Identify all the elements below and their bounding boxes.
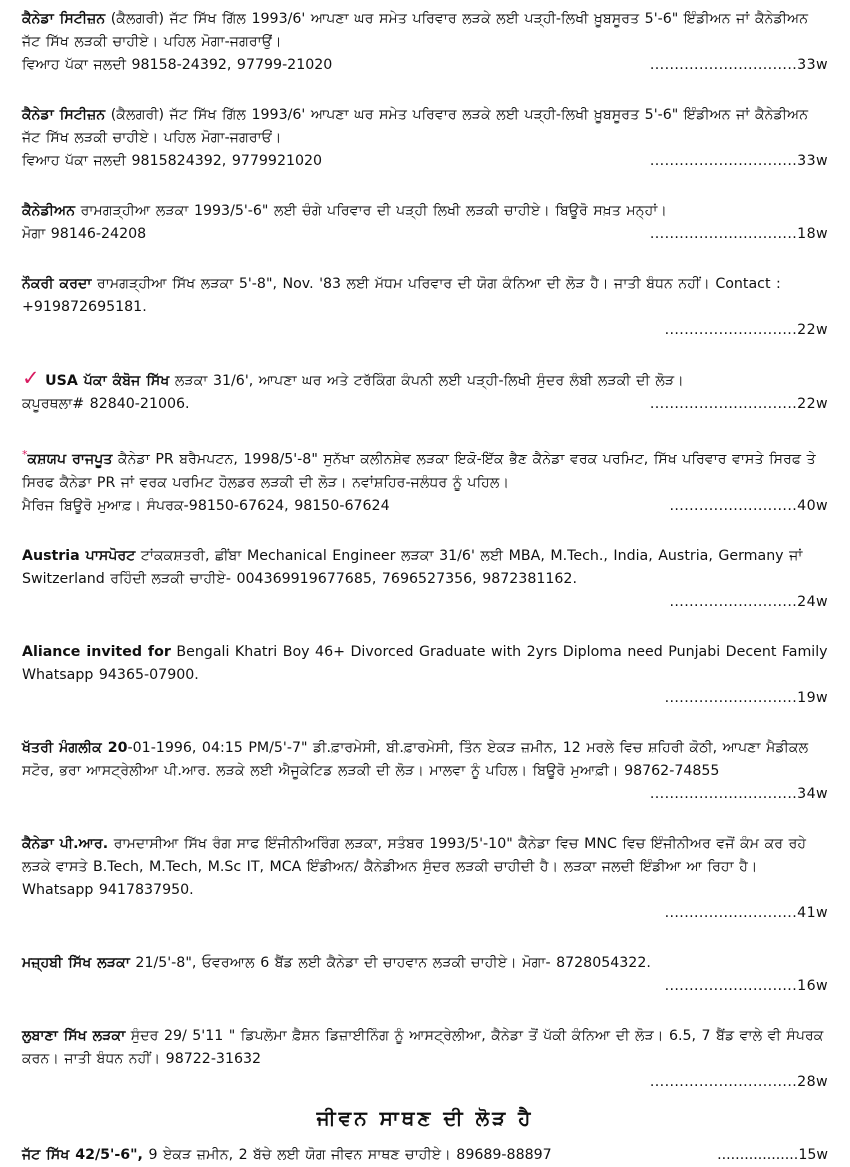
ad-code: 16w: [797, 977, 828, 994]
ad-lead: ਮਜ਼੍ਹਬੀ ਸਿੱਖ ਲੜਕਾ: [22, 954, 130, 971]
ad-rate: [669, 495, 828, 518]
ad-code: 22w: [797, 322, 828, 338]
ad-text: [22, 200, 828, 223]
ad-item: [22, 273, 828, 342]
ad-dots: ..........................: [669, 593, 798, 610]
ad-lead: ਖੱਤਰੀ ਮੰਗਲੀਕ 20: [22, 739, 128, 756]
ad-lead: USA ਪੱਕਾ ਕੰਬੋਜ ਸਿੱਖ: [45, 373, 170, 389]
ad-dots: ..............................: [649, 226, 798, 242]
ad-body: ਟਾਂਕਕਸ਼ਤਰੀ, ਛੀਂਬਾ Mechanical Engineer ਲੜਕਾ 31/6' ਲਈ MBA, M.Tech., India, Austria, Germany ਜਾਂ Switzerland ਰਹਿੰਦੀ ਲੜਕੀ ਚਾਹੀਏ- 004369919677685, 7696527356, 9872381162.: [22, 547, 803, 587]
ad-body: Bengali Khatri Boy 46+ Divorced Graduate with 2yrs Diploma need Punjabi Decent Family Whatsapp 94365-07900.: [22, 643, 828, 683]
ad-item: [22, 1025, 828, 1094]
ad-lead: Austria ਪਾਸਪੋਰਟ: [22, 547, 136, 564]
ad-code: 22w: [797, 396, 828, 412]
ad-spacer: [22, 518, 828, 545]
ad-footer: [22, 393, 828, 416]
ad-item: [22, 833, 828, 925]
ad-spacer: [22, 710, 828, 737]
ad-item: [22, 200, 828, 246]
ad-footer: [22, 591, 828, 614]
ad-item: [22, 366, 828, 416]
ad-footer: [22, 319, 828, 342]
ad-body: (ਕੈਲਗਰੀ) ਜੱਟ ਸਿੱਖ ਗਿੱਲ 1993/6' ਆਪਣਾ ਘਰ ਸਮੇਤ ਪਰਿਵਾਰ ਲੜਕੇ ਲਈ ਪੜ੍ਹੀ-ਲਿਖੀ ਖ਼ੂਬਸੂਰਤ 5'-6" ਇੰਡੀਅਨ ਜਾਂ ਕੈਨੇਡੀਅਨ ਜੱਟ ਸਿੱਖ ਲੜਕੀ ਚਾਹੀਏ। ਪਹਿਲ ਮੋਗਾ-ਜਗਰਾਓਂ।: [22, 107, 809, 146]
ad-code: 24w: [797, 593, 828, 610]
ad-lead: ਕੈਨੇਡਾ ਸਿਟੀਜ਼ਨ: [22, 11, 106, 27]
ad-footer: [22, 54, 828, 77]
ad-body: ਸੁੰਦਰ 29/ 5'11 " ਡਿਪਲੋਮਾ ਫ਼ੈਸ਼ਨ ਡਿਜ਼ਾਈਨਿੰਗ ਨੂੰ ਆਸਟ੍ਰੇਲੀਆ, ਕੈਨੇਡਾ ਤੋਂ ਪੱਕੀ ਕੰਨਿਆ ਦੀ ਲੋੜ। 6.5, 7 ਬੈਂਡ ਵਾਲੇ ਵੀ ਸੰਪਰਕ ਕਰਨ। ਜਾਤੀ ਬੰਧਨ ਨਹੀਂ। 98722-31632: [22, 1027, 824, 1067]
ad-item: [22, 737, 828, 806]
ad-rate: [665, 975, 828, 998]
ad-body: ਰਾਮਗੜ੍ਹੀਆ ਸਿੱਖ ਲੜਕਾ 5'-8", Nov. '83 ਲਈ ਮੱਧਮ ਪਰਿਵਾਰ ਦੀ ਯੋਗ ਕੰਨਿਆ ਦੀ ਲੋੜ ਹੈ। ਜਾਤੀ ਬੰਧਨ ਨਹੀਂ। Contact : +919872695181.: [22, 276, 781, 315]
ad-text: [22, 641, 828, 687]
ad-rate: [650, 54, 828, 77]
ad-lead: ਜੱਟ ਸਿੱਖ 42/5'-6",: [22, 1146, 143, 1163]
ad-lead: ਕੈਨੇਡੀਅਨ: [22, 203, 76, 219]
ad-code: 33w: [797, 57, 828, 73]
ad-dots: ..............................: [649, 57, 798, 73]
ad-footer: [22, 495, 828, 518]
ad-rate: [650, 393, 828, 416]
ad-body: -01-1996, 04:15 PM/5'-7" ਡੀ.ਫ਼ਾਰਮੇਸੀ, ਬੀ.ਫ਼ਾਰਮੇਸੀ, ਤਿੰਨ ਏਕੜ ਜ਼ਮੀਨ, 12 ਮਰਲੇ ਵਿਚ ਸ਼ਹਿਰੀ ਕੋਠੀ, ਆਪਣਾ ਮੈਡੀਕਲ ਸਟੋਰ, ਭਰਾ ਆਸਟ੍ਰੇਲੀਆ ਪੀ.ਆਰ. ਲੜਕੇ ਲਈ ਐਜੂਕੇਟਿਡ ਲੜਕੀ ਦੀ ਲੋੜ। ਮਾਲਵਾ ਨੂੰ ਪਹਿਲ। ਬਿਊਰੋ ਮੁਆਫ਼ੀ। 98762-74855: [22, 739, 809, 779]
ad-code: 34w: [797, 785, 828, 802]
ad-footer: [22, 1071, 828, 1094]
ad-code: 33w: [797, 153, 828, 169]
checkmark-icon: ✓: [22, 366, 40, 390]
ad-dots: ...........................: [664, 977, 798, 994]
ad-body: ਲੜਕਾ 31/6', ਆਪਣਾ ਘਰ ਅਤੇ ਟਰੱਕਿੰਗ ਕੰਪਨੀ ਲਈ ਪੜ੍ਹੀ-ਲਿਖੀ ਸੁੰਦਰ ਲੰਬੀ ਲੜਕੀ ਦੀ ਲੋੜ।: [169, 373, 684, 389]
ad-spacer: [22, 342, 828, 369]
ad-dots: ...........................: [664, 689, 798, 706]
ad-contact: ਮੈਰਿਜ ਬਿਊਰੋ ਮੁਆਫ਼। ਸੰਪਰਕ-98150-67624, 98150-67624: [22, 497, 390, 514]
ad-spacer: [22, 998, 828, 1025]
ad-text: [22, 833, 828, 902]
ad-lead: ਲੁਬਾਣਾ ਸਿੱਖ ਲੜਕਾ: [22, 1027, 126, 1044]
ad-item: [22, 104, 828, 173]
ad-contact: ਵਿਆਹ ਪੱਕਾ ਜਲਦੀ 9815824392, 9779921020: [22, 153, 323, 169]
ad-item: [22, 952, 828, 998]
ad-dots: ...........................: [664, 904, 798, 921]
ad-text: [22, 443, 828, 495]
section-title: ਜੀਵਨ ਸਾਥਣ ਦੀ ਲੋੜ ਹੈ: [316, 1105, 534, 1130]
ad-footer: [22, 902, 828, 925]
ad-code: 28w: [797, 1073, 828, 1090]
ad-item: [22, 8, 828, 77]
ad-spacer: [22, 614, 828, 641]
ad-code: 41w: [797, 904, 828, 921]
ad-lead: ਨੌਕਰੀ ਕਰਦਾ: [22, 276, 92, 292]
star-icon: *: [22, 448, 28, 461]
ad-text: [22, 1144, 828, 1167]
ad-body: (ਕੈਲਗਰੀ) ਜੱਟ ਸਿੱਖ ਗਿੱਲ 1993/6' ਆਪਣਾ ਘਰ ਸਮੇਤ ਪਰਿਵਾਰ ਲੜਕੇ ਲਈ ਪੜ੍ਹੀ-ਲਿਖੀ ਖ਼ੂਬਸੂਰਤ 5'-6" ਇੰਡੀਅਨ ਜਾਂ ਕੈਨੇਡੀਅਨ ਜੱਟ ਸਿੱਖ ਲੜਕੀ ਚਾਹੀਏ। ਪਹਿਲ ਮੋਗਾ-ਜਗਰਾਉਂ।: [22, 11, 809, 50]
ad-code: 19w: [797, 689, 828, 706]
ad-footer: [22, 223, 828, 246]
ad-text: [22, 952, 828, 975]
ad-rate: [650, 223, 828, 246]
ad-rate: [665, 902, 828, 925]
ad-dots: ..............................: [649, 153, 798, 169]
ad-text: [22, 8, 828, 54]
ad-lead: ਕਸ਼ਯਪ ਰਾਜਪੂਤ: [27, 451, 113, 468]
ad-body: 21/5'-8", ਓਵਰਆਲ 6 ਬੈਂਡ ਲਈ ਕੈਨੇਡਾ ਦੀ ਚਾਹਵਾਨ ਲੜਕੀ ਚਾਹੀਏ। ਮੋਗਾ- 8728054322.: [129, 954, 651, 971]
ad-text: [22, 104, 828, 150]
ad-code: 40w: [797, 497, 828, 514]
ad-lead: ਕੈਨੇਡਾ ਸਿਟੀਜ਼ਨ: [22, 107, 106, 123]
ad-text: [22, 366, 828, 393]
ad-item: [22, 545, 828, 614]
ad-spacer: [22, 806, 828, 833]
ad-dots: ..................: [717, 1146, 799, 1163]
ad-spacer: [22, 925, 828, 952]
ad-item: [22, 641, 828, 710]
ad-dots: ..............................: [649, 396, 798, 412]
ad-code: 18w: [797, 226, 828, 242]
ad-rate: [650, 150, 828, 173]
ad-lead: Aliance invited for: [22, 643, 171, 660]
ad-body: ਰਾਮਗੜ੍ਹੀਆ ਲੜਕਾ 1993/5'-6" ਲਈ ਚੰਗੇ ਪਰਿਵਾਰ ਦੀ ਪੜ੍ਹੀ ਲਿਖੀ ਲੜਕੀ ਚਾਹੀਏ। ਬਿਊਰੋ ਸਖ਼ਤ ਮਨ੍ਹਾਂ।: [75, 203, 667, 219]
ad-rate: [665, 319, 828, 342]
ad-footer: [22, 975, 828, 998]
ad-lead: ਕੈਨੇਡਾ ਪੀ.ਆਰ.: [22, 835, 109, 852]
ad-footer: [22, 150, 828, 173]
ad-body: 9 ਏਕੜ ਜ਼ਮੀਨ, 2 ਬੱਚੇ ਲਈ ਯੋਗ ਜੀਵਨ ਸਾਥਣ ਚਾਹੀਏ। 89689-88897: [142, 1146, 552, 1163]
ad-code: 15w: [798, 1146, 828, 1163]
classifieds-page: [22, 8, 828, 1167]
ad-text: [22, 737, 828, 783]
ad-dots: ...........................: [664, 322, 798, 338]
ad-rate: [650, 783, 828, 806]
ad-footer: [22, 687, 828, 710]
ad-body: ਕੈਨੇਡਾ PR ਬਰੈਮਪਟਨ, 1998/5'-8" ਸੁਨੱਖਾ ਕਲੀਨਸ਼ੇਵ ਲੜਕਾ ਇਕੋ-ਇੱਕ ਭੈਣ ਕੈਨੇਡਾ ਵਰਕ ਪਰਮਿਟ, ਸਿੱਖ ਪਰਿਵਾਰ ਵਾਸਤੇ ਸਿਰਫ ਤੇ ਸਿਰਫ ਕੈਨੇਡਾ PR ਜਾਂ ਵਰਕ ਪਰਮਿਟ ਹੋਲਡਰ ਲੜਕੀ ਦੀ ਲੋੜ। ਨਵਾਂਸ਼ਹਿਰ-ਜਲੰਧਰ ਨੂੰ ਪਹਿਲ।: [22, 451, 816, 491]
ad-contact: ਮੋਗਾ 98146-24208: [22, 226, 147, 242]
ad-text: [22, 1025, 828, 1071]
ad-section-item: [22, 1144, 828, 1167]
ad-body: ਰਾਮਦਾਸੀਆ ਸਿੱਖ ਰੰਗ ਸਾਫ ਇੰਜੀਨੀਅਰਿੰਗ ਲੜਕਾ, ਸਤੰਬਰ 1993/5'-10" ਕੈਨੇਡਾ ਵਿਚ MNC ਵਿਚ ਇੰਜੀਨੀਅਰ ਵਜੋਂ ਕੰਮ ਕਰ ਰਹੇ ਲੜਕੇ ਵਾਸਤੇ B.Tech, M.Tech, M.Sc IT, MCA ਇੰਡੀਅਨ/ ਕੈਨੇਡੀਅਨ ਸੁੰਦਰ ਲੜਕੀ ਚਾਹੀਦੀ ਹੈ। ਲੜਕਾ ਜਲਦੀ ਇੰਡੀਆ ਆ ਰਿਹਾ ਹੈ। Whatsapp 9417837950.: [22, 835, 807, 898]
ad-rate: [669, 591, 828, 614]
ad-spacer: [22, 246, 828, 273]
ad-rate: [650, 1071, 828, 1094]
ad-spacer: [22, 77, 828, 104]
ad-item: [22, 443, 828, 518]
ad-dots: ..............................: [649, 1073, 798, 1090]
ad-rate: [665, 687, 828, 710]
ad-contact: ਕਪੂਰਥਲਾ# 82840-21006.: [22, 396, 190, 412]
ad-contact: ਵਿਆਹ ਪੱਕਾ ਜਲਦੀ 98158-24392, 97799-21020: [22, 57, 333, 73]
ad-spacer: [22, 416, 828, 443]
ad-footer: [22, 783, 828, 806]
matrimonial-ads-list: [22, 8, 828, 1094]
ad-dots: ..........................: [669, 497, 798, 514]
ad-text: [22, 273, 828, 319]
ad-dots: ..............................: [649, 785, 798, 802]
ad-text: [22, 545, 828, 591]
ad-spacer: [22, 173, 828, 200]
